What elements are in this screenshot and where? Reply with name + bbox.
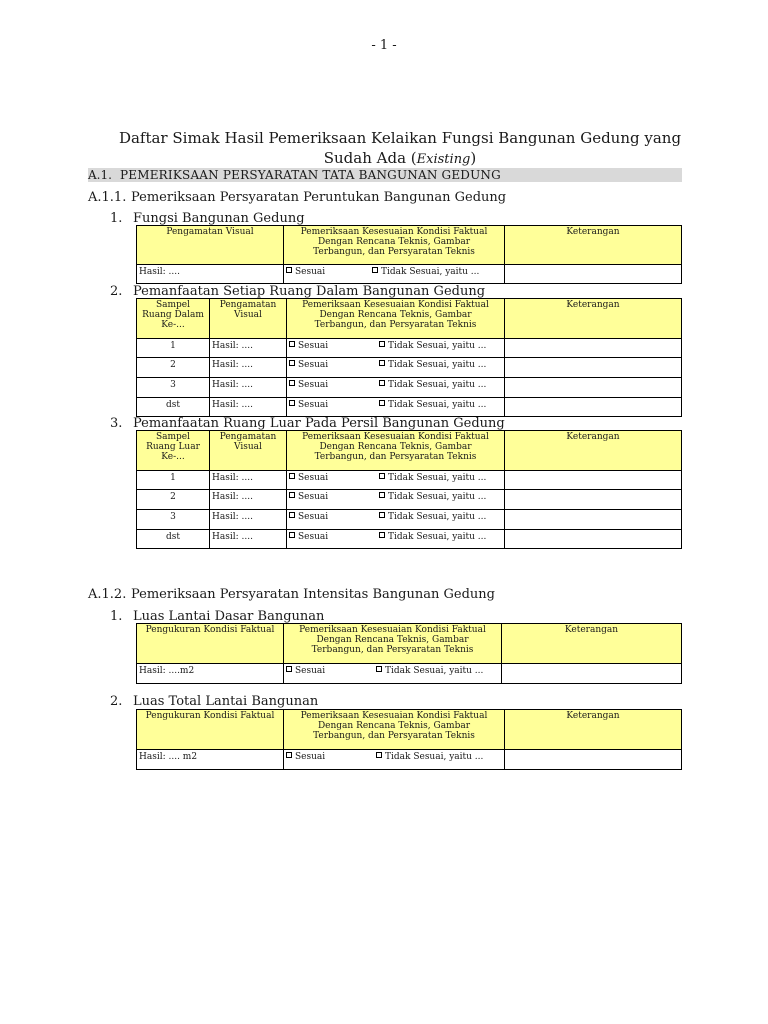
item-ruang-luar: 3. Pemanfaatan Ruang Luar Pada Persil Bangunan Gedung [110, 416, 505, 431]
cell-keterangan[interactable] [505, 358, 682, 378]
checkbox-icon [289, 473, 295, 479]
checkbox-icon [379, 400, 385, 406]
cell-hasil: Hasil: .... m2 [137, 750, 284, 770]
item-luas-lantai-dasar: 1. Luas Lantai Dasar Bangunan [110, 609, 325, 624]
option-sesuai[interactable]: Sesuai [286, 267, 325, 278]
option-sesuai[interactable]: Sesuai [289, 532, 328, 543]
cell-hasil: Hasil: .... [210, 490, 287, 510]
checkbox-icon [379, 512, 385, 518]
cell-keterangan[interactable] [505, 265, 682, 284]
checkbox-icon [289, 400, 295, 406]
page-number: - 1 - [371, 38, 397, 53]
option-tidak-sesuai[interactable]: Tidak Sesuai, yaitu ... [379, 341, 486, 352]
option-sesuai[interactable]: Sesuai [289, 341, 328, 352]
option-sesuai[interactable]: Sesuai [289, 380, 328, 391]
checkbox-icon [379, 473, 385, 479]
header-keterangan: Keterangan [505, 299, 682, 339]
header-pemeriksaan: Pemeriksaan Kesesuaian Kondisi Faktual Dengan Rencana Teknis, Gambar Terbangun, dan Persyaratan Teknis [287, 299, 505, 339]
header-pemeriksaan: Pemeriksaan Kesesuaian Kondisi Faktual Dengan Rencana Teknis, Gambar Terbangun, dan Persyaratan Teknis [287, 431, 505, 471]
header-keterangan: Keterangan [505, 431, 682, 471]
header-keterangan: Keterangan [505, 710, 682, 750]
cell-keterangan[interactable] [505, 530, 682, 549]
cell-hasil: Hasil: .... [210, 378, 287, 398]
checkbox-icon [289, 380, 295, 386]
option-tidak-sesuai[interactable]: Tidak Sesuai, yaitu ... [379, 473, 486, 484]
header-sampel: Sampel Ruang Dalam Ke-... [137, 299, 210, 339]
header-pemeriksaan: Pemeriksaan Kesesuaian Kondisi Faktual Dengan Rencana Teknis, Gambar Terbangun, dan Persyaratan Teknis [284, 624, 502, 664]
table-luas-total-lantai [136, 709, 682, 770]
header-keterangan: Keterangan [505, 226, 682, 265]
document-title [110, 128, 690, 170]
cell-hasil: Hasil: .... [210, 339, 287, 358]
table-fungsi-bangunan [136, 225, 682, 284]
checkbox-icon [379, 341, 385, 347]
checkbox-icon [286, 267, 292, 273]
cell-keterangan[interactable] [505, 398, 682, 417]
table-ruang-luar [136, 430, 682, 549]
checkbox-icon [376, 666, 382, 672]
checkbox-icon [289, 492, 295, 498]
header-pengamatan: Pengamatan Visual [210, 431, 287, 471]
checkbox-icon [286, 752, 292, 758]
option-tidak-sesuai[interactable]: Tidak Sesuai, yaitu ... [379, 380, 486, 391]
item-fungsi-bangunan: 1. Fungsi Bangunan Gedung [110, 211, 305, 226]
checkbox-icon [379, 380, 385, 386]
option-sesuai[interactable]: Sesuai [289, 360, 328, 371]
option-sesuai[interactable]: Sesuai [289, 473, 328, 484]
option-sesuai[interactable]: Sesuai [289, 512, 328, 523]
subsection-a11: A.1.1. Pemeriksaan Persyaratan Peruntukan Bangunan Gedung [88, 190, 507, 205]
option-tidak-sesuai[interactable]: Tidak Sesuai, yaitu ... [379, 400, 486, 411]
option-sesuai[interactable]: Sesuai [286, 666, 325, 677]
cell-keterangan[interactable] [505, 339, 682, 358]
section-heading-a1 [88, 168, 682, 182]
cell-hasil: Hasil: ....m2 [137, 664, 284, 684]
header-pemeriksaan: Pemeriksaan Kesesuaian Kondisi Faktual Dengan Rencana Teknis, Gambar Terbangun, dan Persyaratan Teknis [284, 226, 505, 265]
cell-sample-number: 2 [137, 358, 210, 378]
option-tidak-sesuai[interactable]: Tidak Sesuai, yaitu ... [372, 267, 479, 278]
header-pengukuran: Pengukuran Kondisi Faktual [137, 710, 284, 750]
cell-hasil: Hasil: .... [210, 530, 287, 549]
cell-keterangan[interactable] [505, 378, 682, 398]
cell-keterangan[interactable] [505, 490, 682, 510]
header-pemeriksaan: Pemeriksaan Kesesuaian Kondisi Faktual Dengan Rencana Teknis, Gambar Terbangun, dan Persyaratan Teknis [284, 710, 505, 750]
cell-sample-number: dst [137, 530, 210, 549]
header-pengamatan-visual: Pengamatan Visual [137, 226, 284, 265]
cell-keterangan[interactable] [505, 750, 682, 770]
header-pengukuran: Pengukuran Kondisi Faktual [137, 624, 284, 664]
option-tidak-sesuai[interactable]: Tidak Sesuai, yaitu ... [376, 666, 483, 677]
table-luas-lantai-dasar [136, 623, 682, 684]
item-ruang-dalam: 2. Pemanfaatan Setiap Ruang Dalam Bangunan Gedung [110, 284, 486, 299]
option-tidak-sesuai[interactable]: Tidak Sesuai, yaitu ... [379, 360, 486, 371]
option-tidak-sesuai[interactable]: Tidak Sesuai, yaitu ... [379, 492, 486, 503]
table-ruang-dalam [136, 298, 682, 417]
cell-hasil: Hasil: .... [137, 265, 284, 284]
cell-hasil: Hasil: .... [210, 471, 287, 490]
checkbox-icon [289, 532, 295, 538]
checkbox-icon [289, 512, 295, 518]
checkbox-icon [379, 360, 385, 366]
option-tidak-sesuai[interactable]: Tidak Sesuai, yaitu ... [376, 752, 483, 763]
cell-sample-number: 2 [137, 490, 210, 510]
checkbox-icon [286, 666, 292, 672]
cell-sample-number: 3 [137, 510, 210, 530]
cell-keterangan[interactable] [502, 664, 682, 684]
checkbox-icon [379, 492, 385, 498]
checkbox-icon [379, 532, 385, 538]
header-sampel: Sampel Ruang Luar Ke-... [137, 431, 210, 471]
header-keterangan: Keterangan [502, 624, 682, 664]
cell-hasil: Hasil: .... [210, 398, 287, 417]
title-line-1: Daftar Simak Hasil Pemeriksaan Kelaikan Fungsi Bangunan Gedung yang [118, 129, 682, 147]
title-line-2: Sudah Ada (Existing) [323, 149, 477, 167]
cell-sample-number: dst [137, 398, 210, 417]
cell-keterangan[interactable] [505, 510, 682, 530]
checkbox-icon [289, 360, 295, 366]
cell-keterangan[interactable] [505, 471, 682, 490]
section-number: A.1. [88, 168, 112, 182]
subsection-a12: A.1.2. Pemeriksaan Persyaratan Intensitas Bangunan Gedung [88, 587, 495, 602]
option-sesuai[interactable]: Sesuai [286, 752, 325, 763]
cell-sample-number: 1 [137, 471, 210, 490]
option-sesuai[interactable]: Sesuai [289, 492, 328, 503]
checkbox-icon [289, 341, 295, 347]
cell-sample-number: 3 [137, 378, 210, 398]
cell-sample-number: 1 [137, 339, 210, 358]
checkbox-icon [376, 752, 382, 758]
option-tidak-sesuai[interactable]: Tidak Sesuai, yaitu ... [379, 512, 486, 523]
option-tidak-sesuai[interactable]: Tidak Sesuai, yaitu ... [379, 532, 486, 543]
item-luas-total-lantai: 2. Luas Total Lantai Bangunan [110, 694, 319, 709]
cell-hasil: Hasil: .... [210, 510, 287, 530]
section-label: PEMERIKSAAN PERSYARATAN TATA BANGUNAN GEDUNG [120, 168, 501, 182]
header-pengamatan: Pengamatan Visual [210, 299, 287, 339]
cell-hasil: Hasil: .... [210, 358, 287, 378]
option-sesuai[interactable]: Sesuai [289, 400, 328, 411]
checkbox-icon [372, 267, 378, 273]
